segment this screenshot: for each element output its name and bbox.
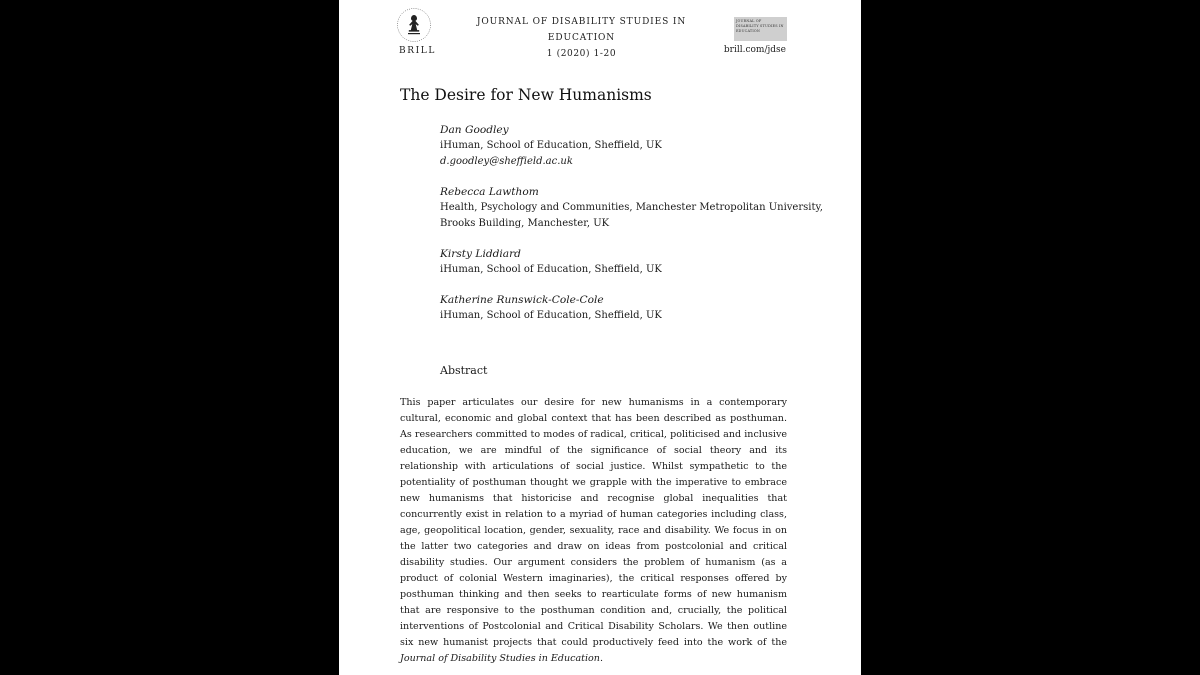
journal-issue: 1 (2020) 1-20	[546, 49, 617, 59]
author-affiliation: iHuman, School of Education, Sheffield, UK	[440, 310, 662, 321]
author-block	[440, 122, 800, 170]
abstract-journal-name: Journal of Disability Studies in Education	[400, 653, 600, 664]
author-affiliation: Health, Psychology and Communities, Manchester Metropolitan University,	[440, 202, 823, 213]
article-page	[339, 0, 861, 675]
author-name: Katherine Runswick-Cole-Cole	[440, 294, 604, 306]
journal-title: JOURNAL OF DISABILITY STUDIES IN EDUCATION	[476, 17, 687, 43]
abstract-text: This paper articulates our desire for new humanisms in a contemporary cultural, economic and global context that has been described as posthuman. As researchers committed to modes of radical, critical, politicised and inclusive education, we are mindful of the significance of social theory and its relationship with articulations of social justice. Whilst sympathetic to the potentiality of posthuman thought we grapple with the imperative to embrace new humanisms that historicise and recognise global inequalities that concurrently exist in relation to a myriad of human categories including class, age, geopolitical location, gender, sexuality, race and disability. We focus in on the latter two categories and draw on ideas from postcolonial and critical disability studies. Our argument considers the problem of humanism (as a product of colonial Western imaginaries), the critical responses offered by posthuman thinking and then seeks to rearticulate forms of new humanism that are responsive to the posthuman condition and, crucially, the political interventions of Postcolonial and Critical Disability Scholars. We then outline six new humanist projects that could productively feed into the work of the	[400, 397, 787, 648]
journal-cover-thumbnail: JOURNAL OF DISABILITY STUDIES IN EDUCATION	[734, 17, 787, 41]
author-block	[440, 292, 800, 324]
author-name: Dan Goodley	[440, 124, 509, 136]
article-title: The Desire for New Humanisms	[400, 86, 652, 104]
abstract-body	[400, 395, 787, 667]
abstract-end: .	[599, 653, 603, 664]
publisher-name: BRILL	[399, 46, 436, 56]
author-email[interactable]: d.goodley@sheffield.ac.uk	[440, 156, 573, 167]
author-block	[440, 184, 823, 232]
abstract-heading: Abstract	[440, 364, 488, 377]
author-block	[440, 246, 800, 278]
author-affiliation: iHuman, School of Education, Sheffield, UK	[440, 140, 662, 151]
author-list	[440, 122, 823, 338]
author-affiliation: iHuman, School of Education, Sheffield, UK	[440, 264, 662, 275]
author-name: Rebecca Lawthom	[440, 186, 539, 198]
brill-logo-icon	[396, 7, 432, 43]
author-affiliation-continued: Brooks Building, Manchester, UK	[440, 218, 610, 229]
journal-header	[449, 14, 714, 62]
author-name: Kirsty Liddiard	[440, 248, 521, 260]
journal-url[interactable]: brill.com/jdse	[723, 45, 786, 55]
